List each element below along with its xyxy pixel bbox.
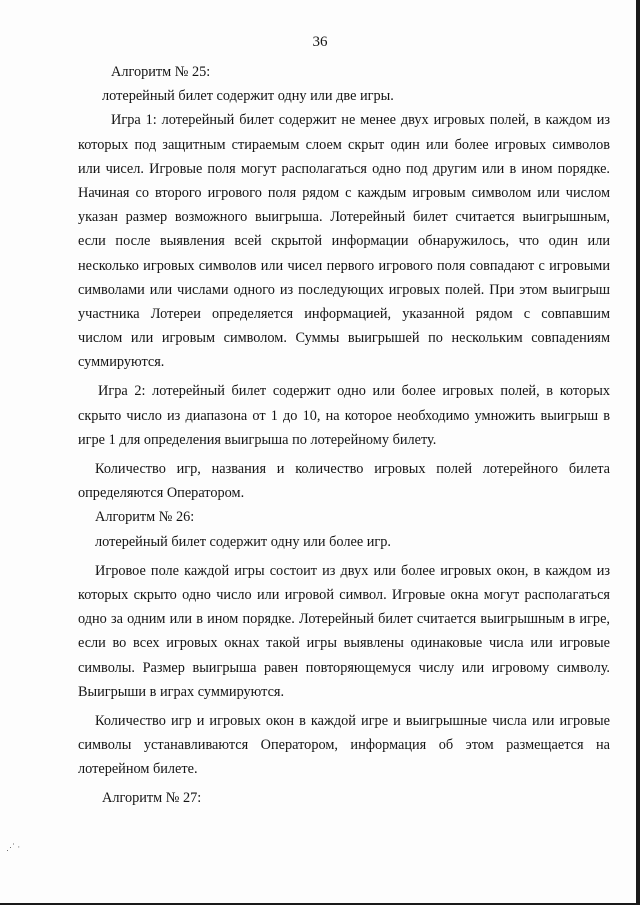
paragraph-line: Количество игр, названия и количество игровых полей лотерейного билета xyxy=(95,461,610,477)
paragraph-line: которых под защитным стираемым слоем скрыт один или более игровых символов xyxy=(78,136,610,153)
paragraph-line: суммируются. xyxy=(78,354,165,371)
paragraph-line: одно за одним или в ином порядке. Лотерейный билет считается выигрышным в игре, xyxy=(78,611,610,628)
document-body xyxy=(78,60,610,811)
algorithm-25-heading: Алгоритм № 25: xyxy=(111,64,211,80)
algorithm-27-heading: Алгоритм № 27: xyxy=(102,790,202,807)
paragraph-line: указан размер возможного выигрыша. Лотерейный билет считается выигрышным, xyxy=(78,209,610,226)
paragraph-line: участника Лотереи определяется информацией, указанной рядом с совпавшим xyxy=(78,305,610,322)
scan-edge-right xyxy=(636,0,640,905)
paragraph-line: если после выявления всей скрытой информации обнаружилось, что один или xyxy=(78,233,610,250)
paragraph-line: Игровое поле каждой игры состоит из двух или более игровых окон, в каждом из xyxy=(95,562,610,579)
paragraph-line: символами или числами одного из последующих игровых полей. При этом выигрыш xyxy=(78,281,610,298)
paragraph-line: Выигрыши в играх суммируются. xyxy=(78,683,285,700)
paragraph-line: Игра 1: лотерейный билет содержит не менее двух игровых полей, в каждом из xyxy=(111,112,610,129)
paragraph-line: Количество игр и игровых окон в каждой игре и выигрышные числа или игровые xyxy=(95,712,610,729)
paragraph-line: или чисел. Игровые поля могут располагаться одно под другим или в ином порядке. xyxy=(78,160,610,177)
paragraph-line: игре 1 для определения выигрыша по лотерейному билету. xyxy=(78,431,437,448)
paragraph-line: символы устанавливаются Оператором, информация об этом размещается на xyxy=(78,737,610,754)
paragraph-line: числом или игровым символом. Суммы выигрышей по нескольким совпадениям xyxy=(78,330,610,347)
paragraph-line: скрыто число из диапазона от 1 до 10, на которое необходимо умножить выигрыш в xyxy=(78,407,610,424)
paragraph-line: символы. Размер выигрыша равен повторяющемуся числу или игровому символу. xyxy=(78,659,610,676)
paragraph-line: Начиная со второго игрового поля рядом с каждым игровым символом или числом xyxy=(78,184,610,201)
paragraph-line: если во всех игровых окнах такой игры выявлены одинаковые числа или игровые xyxy=(78,635,610,652)
paragraph-line: Игра 2: лотерейный билет содержит одно или более игровых полей, в которых xyxy=(98,383,610,400)
paragraph-line: несколько игровых символов или чисел первого игрового поля совпадают с игровыми xyxy=(78,257,610,274)
paragraph-line: лотерейный билет содержит одну или более игр. xyxy=(95,533,392,550)
paragraph-line: лотерейном билете. xyxy=(78,761,198,778)
page-number: 36 xyxy=(312,34,328,50)
paragraph-line: которых скрыто одно число или игровой символ. Игровые окна могут располагаться xyxy=(78,586,610,603)
scan-artifact-mark: ⋰ · xyxy=(6,842,21,852)
algorithm-26-heading: Алгоритм № 26: xyxy=(95,509,195,526)
paragraph-line: лотерейный билет содержит одну или две игры. xyxy=(102,88,394,105)
paragraph-line: определяются Оператором. xyxy=(78,485,245,502)
